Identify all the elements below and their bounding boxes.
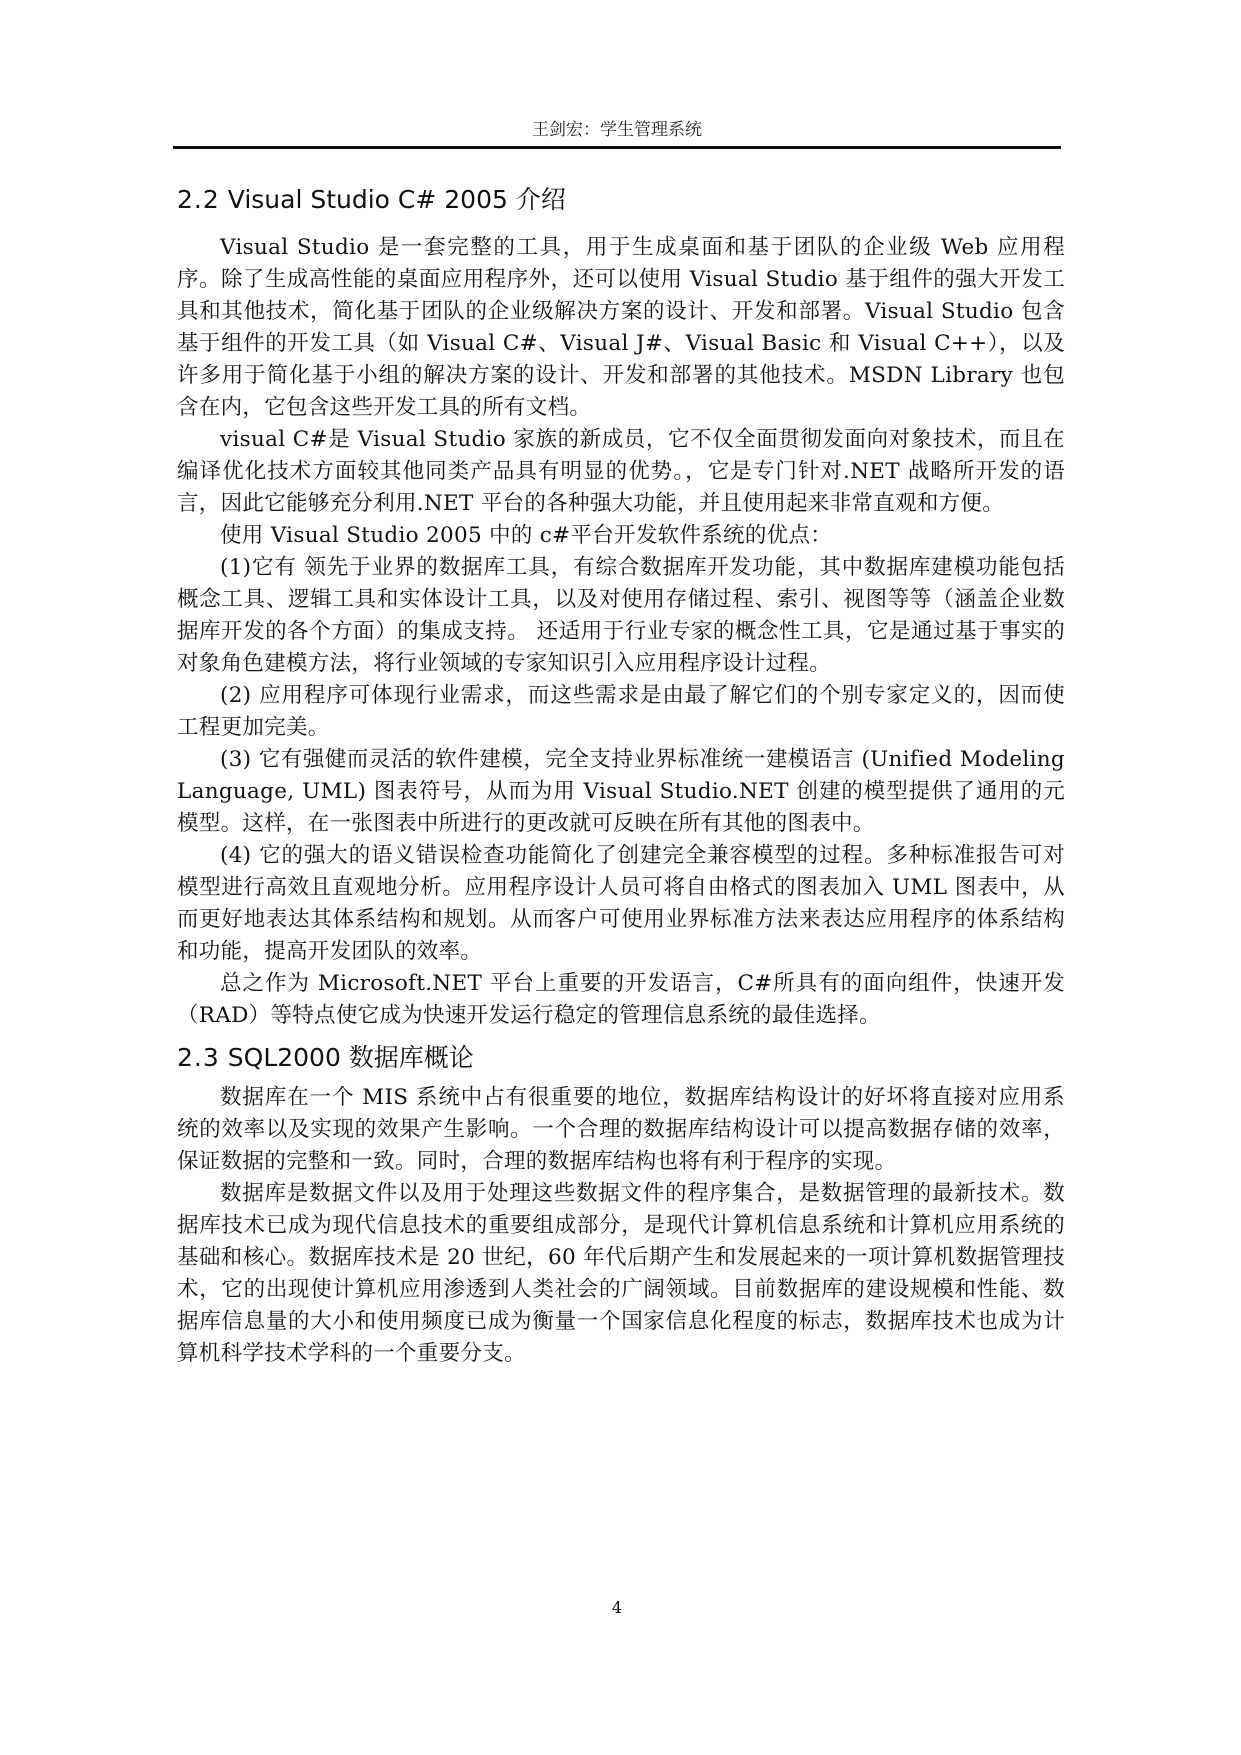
paragraph: (4) 它的强大的语义错误检查功能简化了创建完全兼容模型的过程。多种标准报告可对模型进行高效且直观地分析。应用程序设计人员可将自由格式的图表加入 UML 图表中，从而更好地表达其体系结构和规划。从而客户可使用业界标准方法来表达应用程序的体系结构和功能，提高开发团队的效率。 — [177, 843, 1065, 964]
paragraph: (2) 应用程序可体现行业需求，而这些需求是由最了解它们的个别专家定义的，因而使工程更加完美。 — [177, 683, 1065, 740]
section-title: Visual Studio C# 2005 介绍 — [227, 185, 566, 214]
paragraph: Visual Studio 是一套完整的工具，用于生成桌面和基于团队的企业级 Web 应用程序。除了生成高性能的桌面应用程序外，还可以使用 Visual Studio 基于组件的强大开发工具和其他技术，简化基于团队的企业级解决方案的设计、开发和部署。Visual Studio 包含基于组件的开发工具（如 Visual C#、Visual J#、Visual Basic 和 Visual C++），以及许多用于简化基于小组的解决方案的设计、开发和部署的其他技术。MSDN Library 也包含在内，它包含这些开发工具的所有文档。 — [177, 235, 1065, 420]
paragraph: (1)它有 领先于业界的数据库工具，有综合数据库开发功能，其中数据库建模功能包括概念工具、逻辑工具和实体设计工具，以及对使用存储过程、索引、视图等等（涵盖企业数据库开发的各个方面）的集成支持。 还适用于行业专家的概念性工具，它是通过基于事实的对象角色建模方法，将行业领域的专家知识引入应用程序设计过程。 — [177, 555, 1065, 676]
paragraph: 总之作为 Microsoft.NET 平台上重要的开发语言，C#所具有的面向组件，快速开发（RAD）等特点使它成为快速开发运行稳定的管理信息系统的最佳选择。 — [177, 971, 1065, 1028]
page-number: 4 — [611, 1598, 623, 1617]
paragraph: visual C#是 Visual Studio 家族的新成员，它不仅全面贯彻发面向对象技术，而且在编译优化技术方面较其他同类产品具有明显的优势。，它是专门针对.NET 战略所开发的语言，因此它能够充分利用.NET 平台的各种强大功能，并且使用起来非常直观和方便。 — [177, 427, 1065, 516]
paragraph: 数据库在一个 MIS 系统中占有很重要的地位，数据库结构设计的好坏将直接对应用系统的效率以及实现的效果产生影响。一个合理的数据库结构设计可以提高数据存储的效率，保证数据的完整和一致。同时，合理的数据库结构也将有利于程序的实现。 — [177, 1085, 1065, 1174]
section-number: 2.3 — [177, 1043, 220, 1072]
paragraph: 数据库是数据文件以及用于处理这些数据文件的程序集合，是数据管理的最新技术。数据库技术已成为现代信息技术的重要组成部分，是现代计算机信息系统和计算机应用系统的基础和核心。数据库技术是 20 世纪，60 年代后期产生和发展起来的一项计算机数据管理技术，它的出现使计算机应用渗透到人类社会的广阔领域。目前数据库的建设规模和性能、数据库信息量的大小和使用频度已成为衡量一个国家信息化程度的标志，数据库技术也成为计算机科学技术学科的一个重要分支。 — [177, 1181, 1065, 1366]
section-number: 2.2 — [177, 185, 220, 214]
section-heading-2-2 — [177, 180, 1065, 220]
paragraph: (3) 它有强健而灵活的软件建模，完全支持业界标准统一建模语言 (Unified Modeling Language, UML) 图表符号，从而为用 Visual Studio.NET 创建的模型提供了通用的元模型。这样，在一张图表中所进行的更改就可反映在所有其他的图表中。 — [177, 747, 1065, 836]
running-header: 王剑宏：学生管理系统 — [532, 120, 702, 140]
page-body — [177, 180, 1065, 1370]
section-heading-2-3 — [177, 1038, 1065, 1078]
header-rule — [173, 146, 1061, 149]
section-title: SQL2000 数据库概论 — [227, 1043, 474, 1072]
paragraph: 使用 Visual Studio 2005 中的 c#平台开发软件系统的优点： — [220, 523, 833, 548]
